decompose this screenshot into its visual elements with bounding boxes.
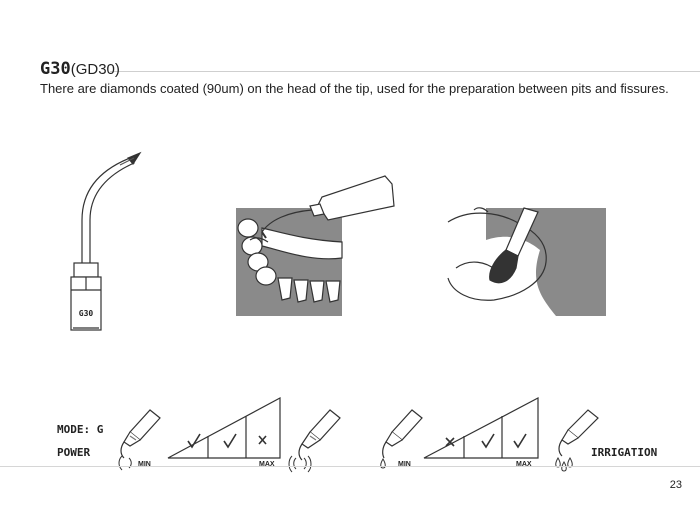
irrigation-min-label: MIN <box>398 461 411 468</box>
tip-code: G30 <box>40 59 71 79</box>
power-min-label: MIN <box>138 461 151 468</box>
tip-alt-code: (GD30) <box>70 61 120 78</box>
handpiece-icon <box>299 410 340 460</box>
bottom-rule <box>0 466 700 467</box>
tip-body-label: G30 <box>78 309 94 318</box>
power-scale <box>168 398 280 458</box>
tip-description: There are diamonds coated (90um) on the head of the tip, used for the preparation between pits and fissures. <box>40 81 669 96</box>
power-label: POWER <box>57 446 91 459</box>
vibration-icon <box>119 456 131 470</box>
mode-label: MODE: G <box>57 423 104 436</box>
teeth-illustration <box>236 208 342 316</box>
page-number: 23 <box>669 479 682 491</box>
handpiece-icon <box>383 410 422 458</box>
irrigation-max-label: MAX <box>516 461 532 468</box>
irrigation-label: IRRIGATION <box>591 446 658 459</box>
irrigation-scale <box>424 398 538 458</box>
fissure-closeup-illustration <box>448 208 606 316</box>
tip-icon <box>71 153 140 330</box>
power-max-label: MAX <box>259 461 275 468</box>
water-drop-icon <box>556 458 573 471</box>
handpiece-icon <box>121 410 160 458</box>
